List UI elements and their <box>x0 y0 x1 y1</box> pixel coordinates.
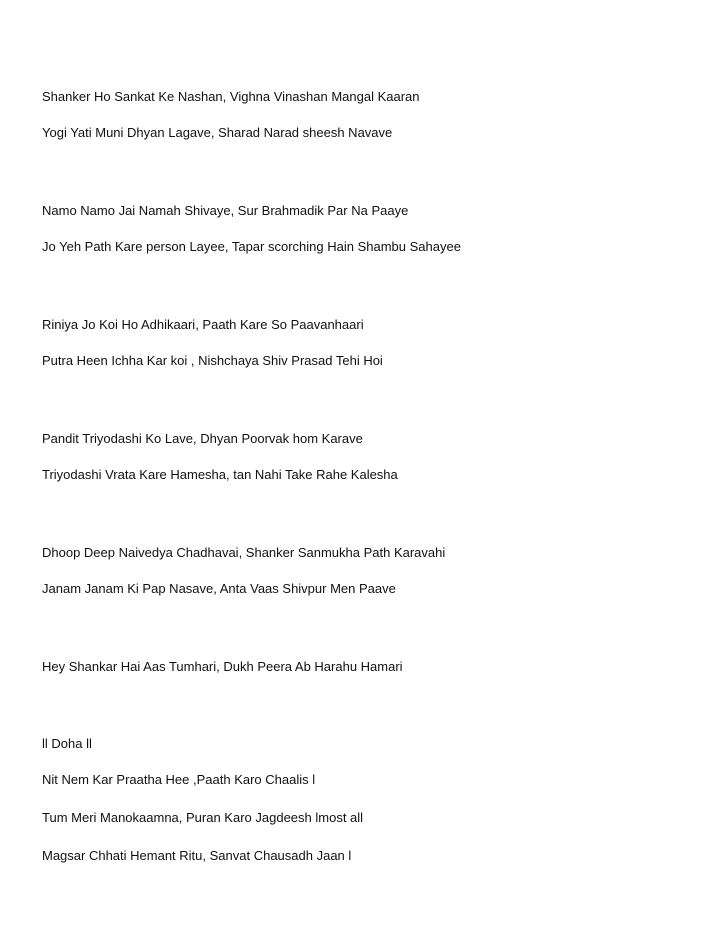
text-line: Yogi Yati Muni Dhyan Lagave, Sharad Narad sheesh Navave <box>42 125 393 140</box>
text-line: Tum Meri Manokaamna, Puran Karo Jagdeesh lmost all <box>42 810 364 825</box>
text-line: Riniya Jo Koi Ho Adhikaari, Paath Kare So Paavanhaari <box>42 317 364 332</box>
text-line: Pandit Triyodashi Ko Lave, Dhyan Poorvak hom Karave <box>42 431 363 446</box>
text-line: Dhoop Deep Naivedya Chadhavai, Shanker Sanmukha Path Karavahi <box>42 545 446 560</box>
text-line: Putra Heen Ichha Kar koi , Nishchaya Shiv Prasad Tehi Hoi <box>42 353 383 368</box>
text-line: Jo Yeh Path Kare person Layee, Tapar scorching Hain Shambu Sahayee <box>42 239 461 254</box>
text-line: Magsar Chhati Hemant Ritu, Sanvat Chausadh Jaan l <box>42 848 352 863</box>
text-line: Nit Nem Kar Praatha Hee ,Paath Karo Chaalis l <box>42 772 316 787</box>
text-line: Namo Namo Jai Namah Shivaye, Sur Brahmadik Par Na Paaye <box>42 203 409 218</box>
text-line: Hey Shankar Hai Aas Tumhari, Dukh Peera Ab Harahu Hamari <box>42 659 403 674</box>
section-heading: ll Doha ll <box>42 736 92 751</box>
text-line: Janam Janam Ki Pap Nasave, Anta Vaas Shivpur Men Paave <box>42 581 396 596</box>
text-line: Shanker Ho Sankat Ke Nashan, Vighna Vinashan Mangal Kaaran <box>42 89 420 104</box>
text-line: Triyodashi Vrata Kare Hamesha, tan Nahi Take Rahe Kalesha <box>42 467 398 482</box>
